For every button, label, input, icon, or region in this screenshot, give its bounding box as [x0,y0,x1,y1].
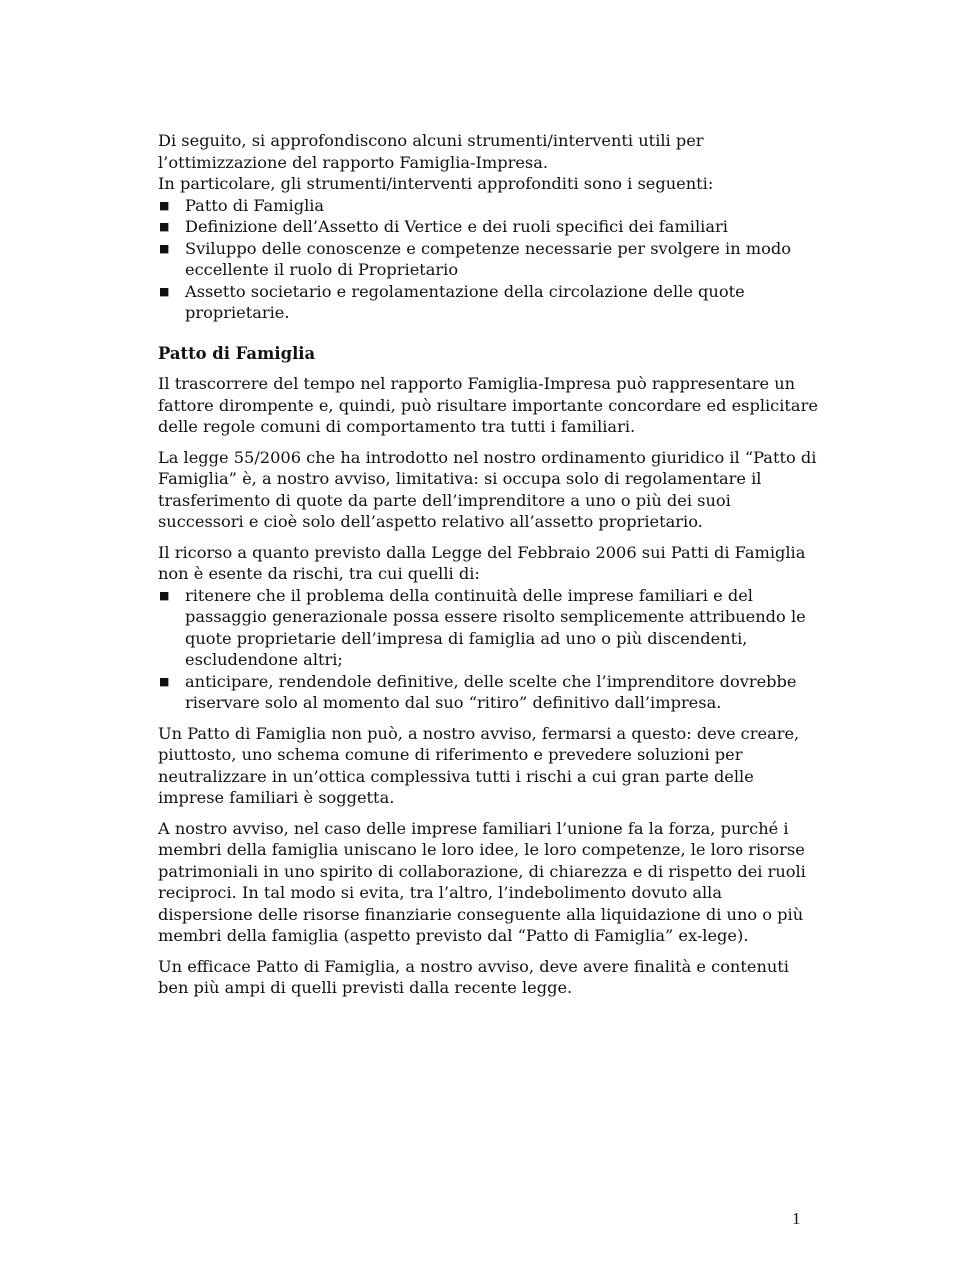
paragraph-union: A nostro avviso, nel caso delle imprese familiari l’unione fa la forza, purché i membri della famiglia uniscano le loro idee, le loro competenze, le loro risorse patrimoniali in uno spirito di collaborazione, di chiarezza e di rispetto dei ruoli reciproci. In tal modo si evita, tra l’altro, l’indebolimento dovuto alla dispersione delle risorse finanziarie conseguente alla liquidazione di uno o più membri della famiglia (aspetto previsto dal “Patto di Famiglia” ex-lege). [158,818,806,945]
instruments-list [158,195,818,324]
list-item [158,281,818,324]
paragraph-time: Il trascorrere del tempo nel rapporto Famiglia-Impresa può rappresentare un fattore dirompente e, quindi, può risultare importante concordare ed esplicitare delle regole comuni di comportamento tra tutti i familiari. [158,374,818,436]
paragraph-law: La legge 55/2006 che ha introdotto nel nostro ordinamento giuridico il “Patto di Famiglia” è, a nostro avviso, limitativa: si occupa solo di regolamentare il trasferimento di quote da parte dell’imprenditore a uno o più dei suoi successori e cioè solo dell’aspetto relativo all’assetto proprietario. [158,447,817,531]
list-item-text: Patto di Famiglia [185,195,325,215]
paragraph-conclusion: Un efficace Patto di Famiglia, a nostro avviso, deve avere finalità e contenuti ben più ampi di quelli previsti dalla recente legge. [158,956,789,997]
list-item-text: anticipare, rendendole definitive, delle scelte che l’imprenditore dovrebbe riservare solo al momento dal suo “ritiro” definitivo dall’impresa. [185,671,797,712]
bullet-icon: ■ [159,674,170,688]
bullet-icon: ■ [159,198,170,212]
list-item [158,238,818,281]
bullet-icon: ■ [159,284,170,298]
intro-block [158,130,818,324]
bullet-icon: ■ [159,241,170,255]
document-body [158,130,818,1008]
section-heading: Patto di Famiglia [158,343,316,363]
page-number: 1 [792,1209,801,1228]
intro-paragraph: Di seguito, si approfondiscono alcuni strumenti/interventi utili per l’ottimizzazione del rapporto Famiglia-Impresa. [158,131,704,172]
list-item-text: Assetto societario e regolamentazione della circolazione delle quote proprietarie. [185,281,745,322]
paragraph-scheme: Un Patto di Famiglia non può, a nostro avviso, fermarsi a questo: deve creare, piuttosto, uno schema comune di riferimento e prevedere soluzioni per neutralizzare in un’ottica complessiva tutti i rischi a cui gran parte delle imprese familiari è soggetta. [158,723,800,807]
risks-list [158,585,818,714]
paragraph-risks-lead: Il ricorso a quanto previsto dalla Legge del Febbraio 2006 sui Patti di Famiglia non è esente da rischi, tra cui quelli di: [158,542,806,583]
bullet-icon: ■ [159,220,170,233]
list-item [158,671,818,714]
list-item [158,216,818,238]
intro-list-lead: In particolare, gli strumenti/interventi approfonditi sono i seguenti: [158,174,714,193]
list-item-text: Sviluppo delle conoscenze e competenze necessarie per svolgere in modo eccellente il ruolo di Proprietario [185,238,791,279]
list-item-text: Definizione dell’Assetto di Vertice e dei ruoli specifici dei familiari [185,217,728,236]
bullet-icon: ■ [159,588,170,602]
list-item-text: ritenere che il problema della continuità delle imprese familiari e del passaggio generazionale possa essere risolto semplicemente attribuendo le quote proprietarie dell’impresa di famiglia ad uno o più discendenti, escludendone altri; [185,585,806,669]
list-item [158,585,818,671]
list-item [158,195,818,217]
